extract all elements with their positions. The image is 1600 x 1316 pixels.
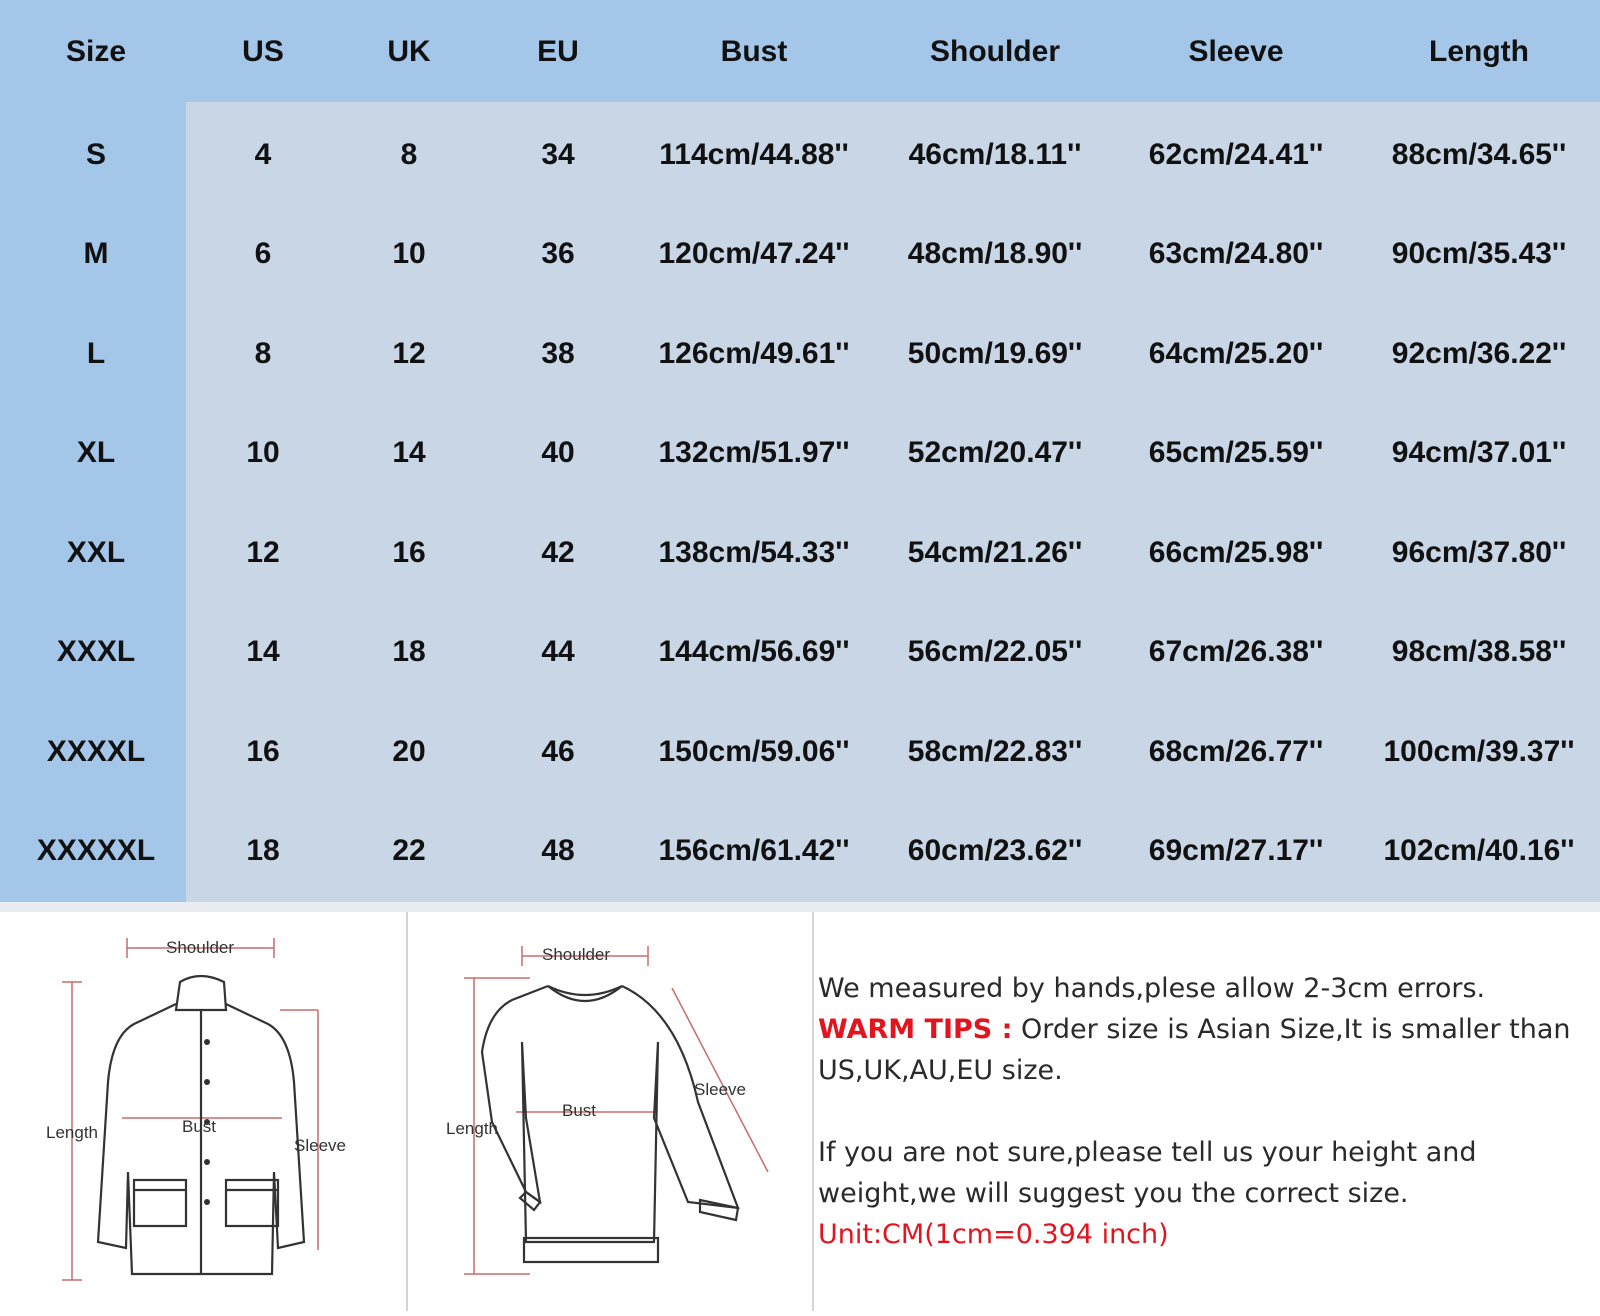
cell-uk: 16 — [392, 535, 426, 569]
header-us: US — [242, 35, 284, 68]
cell-eu: 44 — [541, 635, 575, 668]
cell-us: 18 — [246, 834, 280, 867]
table-row — [0, 104, 1600, 205]
cell-us: 10 — [246, 436, 280, 469]
table-row — [0, 801, 1600, 902]
cell-length: 90cm/35.43'' — [1391, 237, 1567, 270]
cell-shoulder: 58cm/22.83'' — [907, 734, 1083, 768]
section-divider — [0, 902, 1600, 912]
cell-us: 8 — [254, 336, 272, 370]
cell-uk: 18 — [392, 635, 426, 668]
cell-bust: 138cm/54.33'' — [658, 535, 850, 569]
cell-eu: 38 — [541, 336, 575, 370]
cell-length: 94cm/37.01'' — [1391, 436, 1567, 469]
cell-eu: 36 — [541, 237, 575, 270]
cell-size: XXL — [66, 535, 126, 569]
unsure-note: If you are not sure,please tell us your height and weight,we will suggest you the correct size. — [818, 1137, 1477, 1209]
cell-us: 4 — [254, 137, 272, 171]
sweater-shoulder-label: Shoulder — [542, 945, 611, 964]
cell-length: 100cm/39.37'' — [1383, 734, 1575, 768]
cell-sleeve: 64cm/25.20'' — [1148, 336, 1324, 370]
cell-shoulder: 56cm/22.05'' — [907, 635, 1083, 668]
sweater-measurement-diagram — [408, 912, 812, 1311]
measure-note: We measured by hands,plese allow 2-3cm errors. — [818, 973, 1486, 1004]
cell-bust: 150cm/59.06'' — [658, 734, 850, 768]
cell-bust: 156cm/61.42'' — [658, 834, 850, 867]
table-row — [0, 602, 1600, 703]
cell-size: M — [83, 237, 109, 270]
cell-shoulder: 54cm/21.26'' — [907, 535, 1083, 569]
cell-eu: 34 — [541, 137, 575, 171]
cell-bust: 126cm/49.61'' — [658, 336, 850, 370]
cell-length: 98cm/38.58'' — [1391, 635, 1567, 668]
cell-sleeve: 69cm/27.17'' — [1148, 834, 1324, 867]
sweater-illustration — [408, 912, 812, 1311]
cell-uk: 14 — [392, 436, 426, 469]
size-notes — [818, 968, 1598, 1255]
cell-uk: 20 — [392, 734, 426, 768]
header-length: Length — [1429, 35, 1529, 68]
header-size: Size — [65, 35, 127, 68]
cell-uk: 22 — [392, 834, 426, 867]
cell-sleeve: 62cm/24.41'' — [1148, 137, 1324, 171]
cell-eu: 46 — [541, 734, 575, 768]
cell-size: XXXL — [56, 635, 136, 668]
cell-sleeve: 67cm/26.38'' — [1148, 635, 1324, 668]
cell-shoulder: 48cm/18.90'' — [907, 237, 1083, 270]
header-eu: EU — [537, 35, 579, 68]
panel-separator — [812, 912, 814, 1311]
cell-size: S — [85, 137, 106, 171]
coat-sleeve-label: Sleeve — [294, 1136, 346, 1155]
coat-length-label: Length — [46, 1123, 98, 1142]
unit-note: Unit:CM(1cm=0.394 inch) — [818, 1219, 1169, 1250]
cell-size: L — [86, 336, 106, 370]
coat-illustration — [0, 912, 406, 1311]
cell-eu: 40 — [541, 436, 575, 469]
cell-length: 92cm/36.22'' — [1391, 336, 1567, 370]
cell-shoulder: 50cm/19.69'' — [907, 336, 1083, 370]
coat-shoulder-label: Shoulder — [166, 938, 235, 957]
cell-sleeve: 63cm/24.80'' — [1148, 237, 1324, 270]
table-row — [0, 303, 1600, 404]
header-sleeve: Sleeve — [1188, 35, 1284, 68]
cell-eu: 48 — [541, 834, 575, 867]
cell-length: 102cm/40.16'' — [1383, 834, 1575, 867]
cell-length: 88cm/34.65'' — [1391, 137, 1567, 171]
cell-bust: 114cm/44.88'' — [659, 137, 849, 171]
table-row — [0, 502, 1600, 603]
table-row — [0, 701, 1600, 802]
coat-bust-label: Bust — [182, 1117, 217, 1136]
cell-length: 96cm/37.80'' — [1391, 535, 1567, 569]
cell-size: XL — [76, 436, 116, 469]
cell-us: 6 — [254, 237, 272, 270]
cell-shoulder: 60cm/23.62'' — [907, 834, 1083, 867]
cell-us: 14 — [246, 635, 280, 668]
warm-tips-text: Order size is Asian Size,It is smaller than US,UK,AU,EU size. — [818, 1014, 1571, 1086]
header-shoulder: Shoulder — [929, 35, 1060, 68]
cell-us: 16 — [246, 734, 280, 768]
cell-us: 12 — [246, 535, 280, 569]
cell-bust: 132cm/51.97'' — [658, 436, 850, 469]
sweater-sleeve-label: Sleeve — [694, 1080, 746, 1099]
coat-measurement-diagram — [0, 912, 406, 1311]
cell-shoulder: 52cm/20.47'' — [907, 436, 1083, 469]
cell-size: XXXXL — [46, 734, 146, 768]
spacer — [818, 1091, 1598, 1132]
cell-bust: 144cm/56.69'' — [658, 635, 850, 668]
warm-tips-label: WARM TIPS : — [818, 1014, 1013, 1045]
cell-sleeve: 65cm/25.59'' — [1148, 436, 1324, 469]
header-bust: Bust — [720, 35, 788, 68]
sweater-length-label: Length — [446, 1119, 498, 1138]
cell-uk: 8 — [400, 137, 418, 171]
cell-eu: 42 — [541, 535, 575, 569]
cell-shoulder: 46cm/18.11'' — [908, 137, 1082, 171]
table-row — [0, 403, 1600, 504]
cell-sleeve: 66cm/25.98'' — [1148, 535, 1324, 569]
cell-uk: 12 — [392, 336, 426, 370]
sweater-bust-label: Bust — [562, 1101, 597, 1120]
header-uk: UK — [387, 35, 431, 68]
cell-uk: 10 — [392, 237, 426, 270]
cell-bust: 120cm/47.24'' — [658, 237, 850, 270]
table-row — [0, 204, 1600, 305]
cell-sleeve: 68cm/26.77'' — [1148, 734, 1324, 768]
cell-size: XXXXXL — [36, 834, 156, 867]
warm-tips-paragraph — [818, 1009, 1598, 1091]
